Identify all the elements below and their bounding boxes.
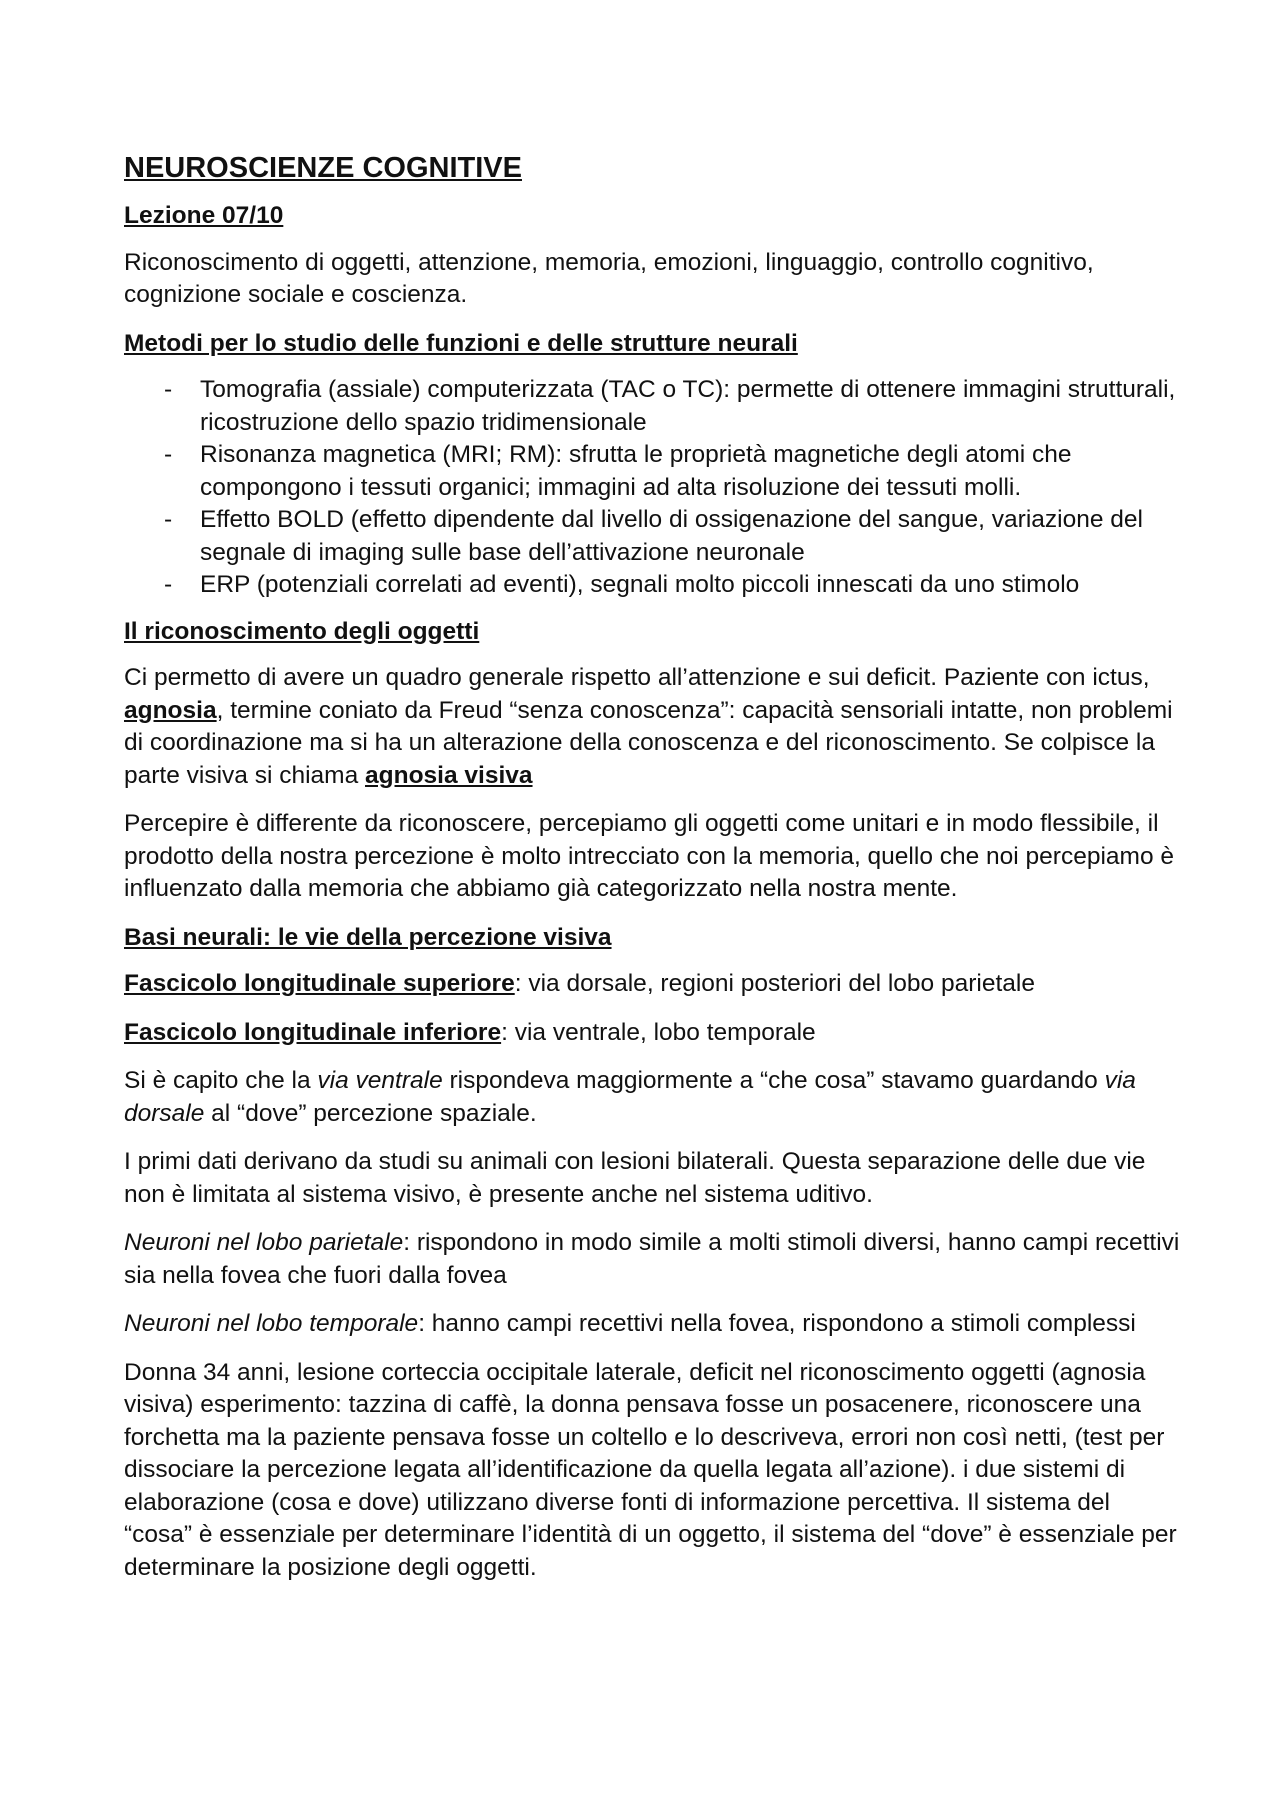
text-run: , termine coniato da Freud “senza conoscenza”: capacità sensoriali intatte, non problemi di coordinazione ma si ha un alterazione della conoscenza e del riconoscimento. Se colpisce la parte visiva si chiama	[124, 696, 1173, 789]
text-run: : via dorsale, regioni posteriori del lobo parietale	[514, 970, 1035, 997]
text-run: : rispondono in modo simile a molti stimoli diversi, hanno campi recettivi sia nella fovea che fuori dalla fovea	[124, 1229, 1180, 1289]
temporal-neurons-paragraph	[124, 1308, 1184, 1341]
term-agnosia: agnosia	[124, 696, 217, 724]
case-study-paragraph: Donna 34 anni, lesione corteccia occipitale laterale, deficit nel riconoscimento oggetti (agnosia visiva) esperimento: tazzina di caffè, la donna pensava fosse un posacenere, riconoscere una forchetta ma la paziente pensava fosse un coltello e lo descriveva, errori non così netti, (test per dissociare la percezione legata all’identificazione da quella legata all’azione). i due sistemi di elaborazione (cosa e dove) utilizzano diverse fonti di informazione percettiva. Il sistema del “cosa” è essenziale per determinare l’identità di un oggetto, il sistema del “dove” è essenziale per determinare la posizione degli oggetti.	[124, 1358, 1177, 1581]
list-item-text: Risonanza magnetica (MRI; RM): sfrutta le proprietà magnetiche degli atomi che compongono i tessuti organici; immagini ad alta risoluzione dei tessuti molli.	[200, 441, 1072, 501]
intro-paragraph: Riconoscimento di oggetti, attenzione, memoria, emozioni, linguaggio, controllo cognitivo, cognizione sociale e coscienza.	[124, 248, 1094, 308]
term-fascicle-superior: Fascicolo longitudinale superiore	[124, 970, 515, 997]
bullet-dash: -	[164, 376, 173, 403]
text-run: al “dove” percezione spaziale.	[204, 1099, 537, 1127]
document-page	[124, 150, 1184, 1600]
animal-studies-paragraph: I primi dati derivano da studi su animali con lesioni bilaterali. Questa separazione delle due vie non è limitata al sistema visivo, è presente anche nel sistema uditivo.	[124, 1148, 1146, 1208]
list-item-text: Effetto BOLD (effetto dipendente dal livello di ossigenazione del sangue, variazione del segnale di imaging sulle base dell’attivazione neuronale	[200, 506, 1143, 566]
term-agnosia-visiva: agnosia visiva	[365, 761, 533, 789]
text-run: : via ventrale, lobo temporale	[501, 1018, 816, 1046]
heading-pathways: Basi neurali: le vie della percezione visiva	[124, 923, 612, 951]
term-temporal-neurons: Neuroni nel lobo temporale	[124, 1310, 419, 1337]
bullet-dash: -	[164, 506, 173, 533]
heading-recognition: Il riconoscimento degli oggetti	[124, 617, 480, 645]
text-run: Si è capito che la	[124, 1067, 318, 1094]
list-item-text: Tomografia (assiale) computerizzata (TAC o TC): permette di ottenere immagini strutturali, ricostruzione dello spazio tridimensionale	[200, 376, 1176, 436]
text-run: : hanno campi recettivi nella fovea, rispondono a stimoli complessi	[418, 1310, 1136, 1337]
list-item	[124, 569, 1184, 602]
text-run: Ci permetto di avere un quadro generale rispetto all’attenzione e sui deficit. Paziente con ictus,	[124, 664, 1150, 691]
bullet-dash: -	[164, 571, 173, 598]
term-via-dorsale: via dorsale	[124, 1067, 1136, 1127]
term-parietal-neurons: Neuroni nel lobo parietale	[124, 1229, 404, 1256]
lesson-date: Lezione 07/10	[124, 202, 284, 229]
list-item	[124, 504, 1184, 569]
agnosia-paragraph	[124, 662, 1184, 792]
bullet-dash: -	[164, 441, 173, 468]
term-fascicle-inferior: Fascicolo longitudinale inferiore	[124, 1018, 502, 1046]
perception-paragraph: Percepire è differente da riconoscere, percepiamo gli oggetti come unitari e in modo flessibile, il prodotto della nostra percezione è molto intrecciato con la memoria, quello che noi percepiamo è influenzato dalla memoria che abbiamo già categorizzato nella nostra mente.	[124, 810, 1175, 902]
fascicle-inferior-paragraph	[124, 1017, 1184, 1050]
ventral-dorsal-paragraph	[124, 1065, 1184, 1130]
fascicle-superior-paragraph	[124, 968, 1184, 1001]
list-item	[124, 439, 1184, 504]
heading-methods: Metodi per lo studio delle funzioni e delle strutture neurali	[124, 329, 798, 357]
parietal-neurons-paragraph	[124, 1227, 1184, 1292]
text-run: rispondeva maggiormente a “che cosa” stavamo guardando	[442, 1067, 1105, 1094]
term-via-ventrale: via ventrale	[317, 1067, 443, 1094]
list-item-text: ERP (potenziali correlati ad eventi), segnali molto piccoli innescati da uno stimolo	[200, 571, 1080, 598]
methods-list	[124, 374, 1184, 602]
document-title: NEUROSCIENZE COGNITIVE	[124, 152, 522, 184]
list-item	[124, 374, 1184, 439]
